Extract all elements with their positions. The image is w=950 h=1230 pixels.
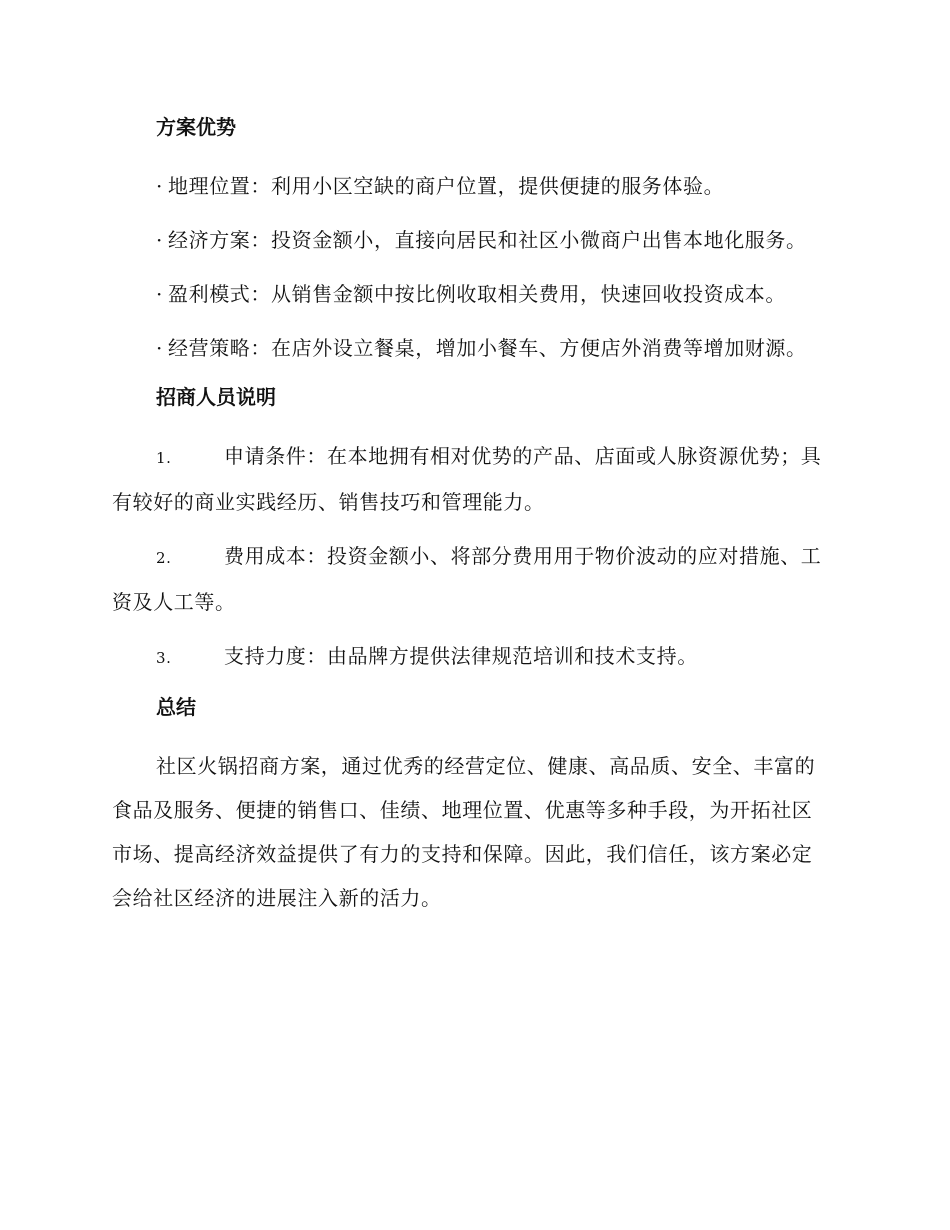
summary-paragraph: 社区火锅招商方案，通过优秀的经营定位、健康、高品质、安全、丰富的食品及服务、便捷的销售口、佳绩、地理位置、优惠等多种手段，为开拓社区市场、提高经济效益提供了有力的支持和保障。因此，我们信任，该方案必定会给社区经济的进展注入新的活力。 xyxy=(112,754,816,910)
document-page xyxy=(112,110,832,930)
bullet-text: 盈利模式：从销售金额中按比例收取相关费用，快速回收投资成本。 xyxy=(168,282,786,306)
bullet-mark: · xyxy=(156,228,163,252)
section-heading-advantages: 方案优势 xyxy=(156,115,236,139)
bullet-item xyxy=(112,326,832,370)
bullet-mark: · xyxy=(156,282,163,306)
item-text: 费用成本：投资金额小、将部分费用用于物价波动的应对措施、工资及人工等。 xyxy=(112,544,822,614)
bullet-mark: · xyxy=(156,336,163,360)
item-number: 1. xyxy=(156,449,172,467)
item-number: 2. xyxy=(156,549,172,567)
bullet-item xyxy=(112,218,832,262)
numbered-item xyxy=(112,434,832,524)
numbered-item xyxy=(112,534,832,624)
item-text: 支持力度：由品牌方提供法律规范培训和技术支持。 xyxy=(224,644,698,668)
bullet-text: 经营策略：在店外设立餐桌，增加小餐车、方便店外消费等增加财源。 xyxy=(168,336,807,360)
bullet-text: 地理位置：利用小区空缺的商户位置，提供便捷的服务体验。 xyxy=(168,174,725,198)
section-heading-summary: 总结 xyxy=(156,695,196,719)
bullet-text: 经济方案：投资金额小，直接向居民和社区小微商户出售本地化服务。 xyxy=(168,228,807,252)
section-heading-recruitment: 招商人员说明 xyxy=(156,385,276,409)
bullet-mark: · xyxy=(156,174,163,198)
item-text: 申请条件：在本地拥有相对优势的产品、店面或人脉资源优势；具有较好的商业实践经历、销售技巧和管理能力。 xyxy=(112,444,822,514)
bullet-item xyxy=(112,272,832,316)
item-number: 3. xyxy=(156,649,172,667)
numbered-item xyxy=(112,634,832,680)
bullet-item xyxy=(112,164,832,208)
